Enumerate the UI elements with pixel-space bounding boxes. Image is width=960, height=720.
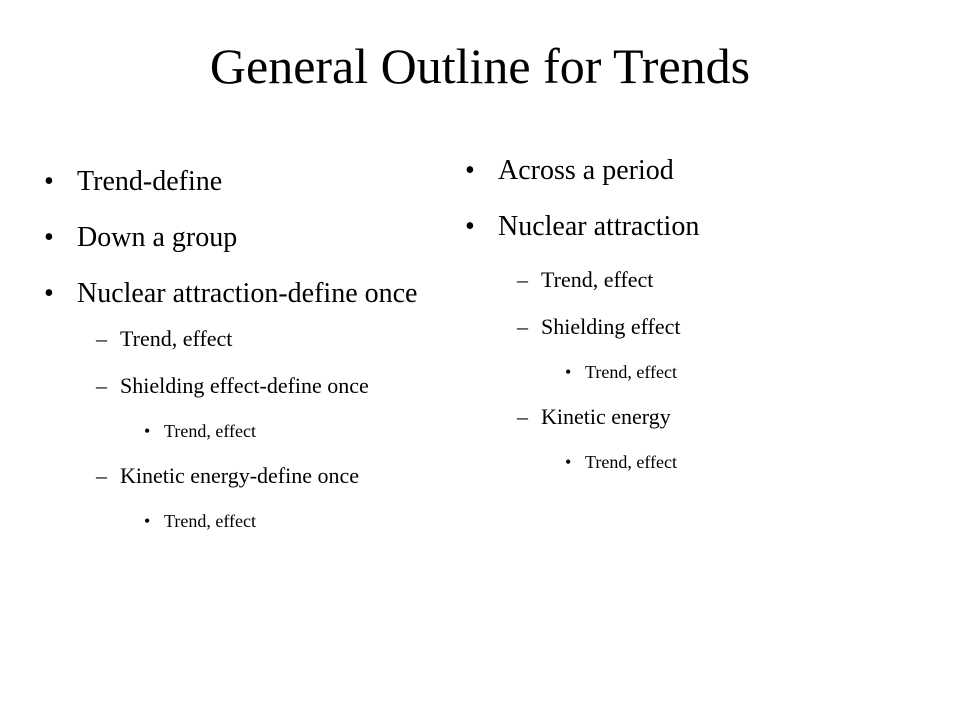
left-subitem-trend-effect xyxy=(44,326,484,352)
right-subitem-trend-effect xyxy=(465,267,925,293)
right-item-across-a-period-text: Across a period xyxy=(498,155,674,186)
left-item-down-a-group xyxy=(44,222,484,254)
right-item-across-a-period xyxy=(465,155,925,187)
bullet-icon: • xyxy=(44,278,54,309)
left-subsubitem-kinetic-trend-text: Trend, effect xyxy=(164,511,256,531)
left-subitem-kinetic-energy xyxy=(44,463,484,489)
left-item-nuclear-attraction-text: Nuclear attraction-define once xyxy=(77,278,418,309)
dash-icon: – xyxy=(517,404,528,429)
left-item-nuclear-attraction xyxy=(44,278,484,310)
left-subitem-kinetic-energy-text: Kinetic energy-define once xyxy=(120,463,360,488)
left-item-down-a-group-text: Down a group xyxy=(77,222,238,253)
right-subsubitem-shielding-trend-text: Trend, effect xyxy=(585,362,677,382)
right-subsubitem-kinetic-trend-text: Trend, effect xyxy=(585,452,677,472)
bullet-icon: • xyxy=(465,155,475,186)
right-subitem-shielding-effect xyxy=(465,314,925,340)
left-subsubitem-shielding-trend xyxy=(44,420,484,442)
bullet-icon: • xyxy=(565,362,572,382)
dash-icon: – xyxy=(96,373,107,398)
bullet-icon: • xyxy=(565,452,572,472)
left-item-trend-define-text: Trend-define xyxy=(77,166,223,197)
right-item-nuclear-attraction xyxy=(465,211,925,243)
right-subsubitem-kinetic-trend xyxy=(465,451,925,473)
slide-title: General Outline for Trends xyxy=(209,38,751,94)
dash-icon: – xyxy=(96,463,107,488)
bullet-icon: • xyxy=(144,511,151,531)
right-item-nuclear-attraction-text: Nuclear attraction xyxy=(498,211,700,242)
dash-icon: – xyxy=(517,267,528,292)
left-subsubitem-shielding-trend-text: Trend, effect xyxy=(164,421,256,441)
bullet-icon: • xyxy=(44,222,54,253)
dash-icon: – xyxy=(517,314,528,339)
left-subitem-shielding-effect xyxy=(44,373,484,399)
right-subitem-shielding-effect-text: Shielding effect xyxy=(541,314,681,339)
right-subitem-kinetic-energy-text: Kinetic energy xyxy=(541,404,671,429)
left-subsubitem-kinetic-trend xyxy=(44,510,484,532)
right-subitem-trend-effect-text: Trend, effect xyxy=(541,267,654,292)
right-subitem-kinetic-energy xyxy=(465,404,925,430)
right-outline xyxy=(465,155,925,494)
bullet-icon: • xyxy=(465,211,475,242)
left-outline xyxy=(44,166,484,553)
left-subitem-trend-effect-text: Trend, effect xyxy=(120,326,233,351)
dash-icon: – xyxy=(96,326,107,351)
bullet-icon: • xyxy=(144,421,151,441)
right-subsubitem-shielding-trend xyxy=(465,361,925,383)
left-item-trend-define xyxy=(44,166,484,198)
left-subitem-shielding-effect-text: Shielding effect-define once xyxy=(120,373,369,398)
bullet-icon: • xyxy=(44,166,54,197)
